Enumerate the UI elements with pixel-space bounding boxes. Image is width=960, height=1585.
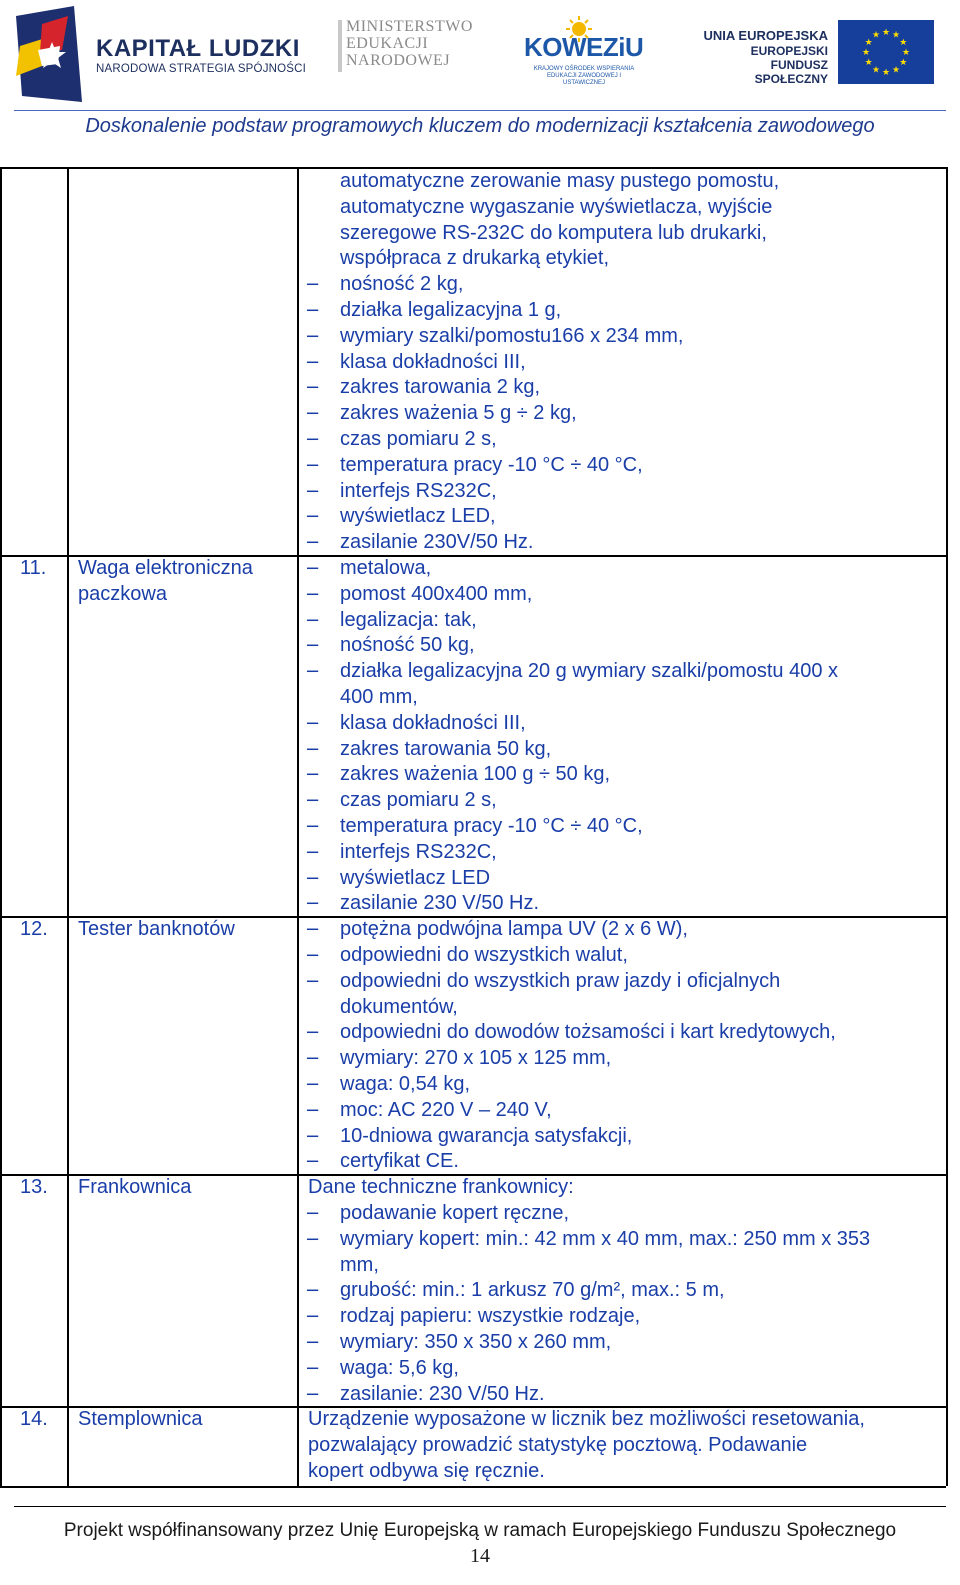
table-left-border — [0, 167, 2, 1486]
eu-star-icon: ★ — [871, 29, 881, 40]
spec-line: działka legalizacyjna 20 g wymiary szalki/pomostu 400 x — [340, 660, 839, 683]
spec-line: współpraca z drukarką etykiet, — [340, 247, 610, 270]
bullet-dash-icon: − — [305, 764, 321, 786]
eu-star-icon: ★ — [901, 47, 911, 57]
eu-line-1: UNIA EUROPEJSKA — [703, 28, 828, 43]
bullet-dash-icon: − — [305, 1048, 321, 1070]
spec-line: pomost 400x400 mm, — [340, 582, 533, 605]
table-top-border — [0, 167, 946, 169]
header-logos — [0, 0, 960, 110]
spec-line: szeregowe RS-232C do komputera lub drukarki, — [340, 221, 767, 244]
spec-line: automatyczne wygaszanie wyświetlacza, wyjście — [340, 195, 773, 218]
spec-line: wymiary: 270 x 105 x 125 mm, — [340, 1047, 612, 1070]
row-number: 14. — [20, 1408, 48, 1431]
table-row-border — [0, 1406, 946, 1408]
spec-line: kopert odbywa się ręcznie. — [308, 1460, 545, 1482]
bullet-dash-icon: − — [305, 351, 321, 373]
bullet-dash-icon: − — [305, 738, 321, 760]
spec-line: rodzaj papieru: wszystkie rodzaje, — [340, 1305, 641, 1328]
spec-line: działka legalizacyjna 1 g, — [340, 299, 562, 321]
spec-line: wymiary szalki/pomostu166 x 234 mm, — [340, 324, 684, 347]
row-item-name: paczkowa — [78, 582, 167, 605]
bullet-dash-icon: − — [305, 893, 321, 915]
kapital-ludzki-subtitle: NARODOWA STRATEGIA SPÓJNOŚCI — [96, 63, 307, 75]
eu-star-icon: ★ — [864, 57, 873, 67]
eu-flag-icon — [838, 20, 934, 84]
bullet-dash-icon: − — [305, 532, 321, 554]
spec-line: grubość: min.: 1 arkusz 70 g/m², max.: 5 m, — [340, 1279, 725, 1302]
bullet-dash-icon: − — [305, 454, 321, 476]
bullet-dash-icon: − — [305, 325, 321, 347]
spec-line: zasilanie: 230 V/50 Hz. — [340, 1382, 545, 1405]
table-column-border — [67, 167, 69, 1486]
bullet-dash-icon: − — [305, 1022, 321, 1044]
bullet-dash-icon: − — [305, 480, 321, 502]
page-subtitle: Doskonalenie podstaw programowych kluczem do modernizacji kształcenia zawodowego — [85, 115, 875, 137]
table-column-border — [297, 167, 299, 1486]
eu-star-icon: ★ — [864, 37, 873, 47]
spec-line: Dane techniczne frankownicy: — [308, 1176, 574, 1199]
bullet-dash-icon: − — [305, 1228, 321, 1250]
kapital-ludzki-logo — [12, 6, 92, 102]
row-item-name: Tester banknotów — [78, 918, 235, 941]
spec-line: nośność 50 kg, — [340, 634, 475, 657]
spec-line: temperatura pracy -10 °C ÷ 40 °C, — [340, 453, 643, 476]
table-bottom-border — [0, 1486, 946, 1488]
eu-line-2: EUROPEJSKI — [750, 44, 828, 58]
ministry-logo — [346, 18, 506, 69]
spec-line: metalowa, — [340, 557, 432, 579]
spec-line: wyświetlacz LED, — [340, 505, 496, 528]
bullet-dash-icon: − — [305, 661, 321, 683]
eu-star-icon: ★ — [891, 64, 901, 75]
spec-line: pozwalający prowadzić statystykę pocztową. Podawanie — [308, 1434, 808, 1457]
row-number: 11. — [20, 557, 47, 579]
spec-line: odpowiedni do dowodów tożsamości i kart kredytowych, — [340, 1021, 836, 1044]
bullet-dash-icon: − — [305, 919, 321, 941]
footer-rule — [14, 1506, 946, 1507]
spec-line: waga: 5,6 kg, — [340, 1356, 459, 1379]
bullet-dash-icon: − — [305, 712, 321, 734]
row-number: 13. — [20, 1176, 48, 1199]
bullet-dash-icon: − — [305, 790, 321, 812]
spec-line: klasa dokładności III, — [340, 711, 526, 734]
bullet-dash-icon: − — [305, 1203, 321, 1224]
ministry-bar — [338, 20, 342, 72]
spec-line: zakres tarowania 2 kg, — [340, 376, 541, 399]
bullet-dash-icon: − — [305, 867, 321, 889]
spec-line: moc: AC 220 V – 240 V, — [340, 1098, 552, 1121]
bullet-dash-icon: − — [305, 1332, 321, 1353]
bullet-dash-icon: − — [305, 583, 321, 605]
spec-line: waga: 0,54 kg, — [340, 1073, 471, 1095]
bullet-dash-icon: − — [305, 429, 321, 450]
bullet-dash-icon: − — [305, 1306, 321, 1328]
spec-line: interfejs RS232C, — [340, 479, 497, 502]
bullet-dash-icon: − — [305, 1125, 321, 1147]
bullet-dash-icon: − — [305, 1357, 321, 1379]
kowezu-subtitle: KRAJOWY OŚRODEK WSPIERANIA EDUKACJI ZAWODOWEJ I USTAWICZNEJ — [533, 66, 635, 86]
spec-line: dokumentów, — [340, 995, 458, 1018]
spec-line: klasa dokładności III, — [340, 350, 526, 373]
page-number: 14 — [470, 1545, 490, 1567]
row-item-name: Stemplownica — [78, 1408, 203, 1431]
kapital-ludzki-wordmark — [96, 36, 306, 76]
eu-star-icon: ★ — [899, 57, 908, 67]
row-number: 12. — [20, 918, 48, 941]
spec-line: interfejs RS232C, — [340, 840, 497, 863]
spec-line: nośność 2 kg, — [340, 273, 464, 296]
bullet-dash-icon: − — [305, 403, 321, 425]
eu-star-icon: ★ — [899, 37, 908, 47]
table-row-border — [0, 916, 946, 918]
bullet-dash-icon: − — [305, 506, 321, 528]
eu-text — [696, 28, 828, 86]
spec-line: wymiary: 350 x 350 x 260 mm, — [340, 1331, 612, 1353]
spec-line: zasilanie 230V/50 Hz. — [340, 531, 534, 554]
bullet-dash-icon: − — [305, 377, 321, 399]
kowezu-logo — [524, 14, 644, 84]
bullet-dash-icon: − — [305, 816, 321, 837]
spec-line: odpowiedni do wszystkich walut, — [340, 944, 628, 966]
spec-line: temperatura pracy -10 °C ÷ 40 °C, — [340, 815, 643, 837]
spec-line: 400 mm, — [340, 686, 418, 708]
row-item-name: Frankownica — [78, 1176, 192, 1199]
spec-line: certyfikat CE. — [340, 1150, 459, 1173]
bullet-dash-icon: − — [305, 1383, 321, 1405]
table-row-border — [0, 1174, 946, 1176]
spec-line: wymiary kopert: min.: 42 mm x 40 mm, max.: 250 mm x 353 — [340, 1227, 871, 1250]
spec-line: czas pomiaru 2 s, — [340, 789, 497, 812]
bullet-dash-icon: − — [305, 1280, 321, 1302]
kowezu-wordmark: KOWEZiU — [524, 32, 644, 62]
bullet-dash-icon: − — [305, 970, 321, 992]
ministry-line-2: EDUKACJI — [346, 35, 429, 52]
spec-line: podawanie kopert ręczne, — [340, 1202, 570, 1224]
bullet-dash-icon: − — [305, 274, 321, 296]
table-row-border — [0, 555, 946, 557]
spec-line: czas pomiaru 2 s, — [340, 428, 497, 450]
spec-line: zakres ważenia 100 g ÷ 50 kg, — [340, 763, 611, 786]
spec-line: Urządzenie wyposażone w licznik bez możliwości resetowania, — [308, 1408, 865, 1431]
spec-line: zakres tarowania 50 kg, — [340, 737, 552, 760]
spec-line: zakres ważenia 5 g ÷ 2 kg, — [340, 402, 577, 425]
header-rule — [14, 110, 946, 111]
spec-line: legalizacja: tak, — [340, 608, 477, 631]
eu-star-icon: ★ — [891, 29, 901, 40]
spec-line: potężna podwójna lampa UV (2 x 6 W), — [340, 918, 688, 941]
bullet-dash-icon: − — [305, 1074, 321, 1095]
ministry-line-3: NARODOWEJ — [346, 52, 451, 69]
eu-star-icon: ★ — [871, 64, 881, 75]
bullet-dash-icon: − — [305, 945, 321, 966]
bullet-dash-icon: − — [305, 1099, 321, 1121]
kapital-ludzki-title: KAPITAŁ LUDZKI — [96, 35, 300, 62]
spec-line: mm, — [340, 1253, 379, 1276]
spec-line: wyświetlacz LED — [340, 866, 491, 889]
bullet-dash-icon: − — [305, 558, 321, 579]
row-item-name: Waga elektroniczna — [78, 557, 253, 579]
eu-line-3: FUNDUSZ SPOŁECZNY — [754, 58, 828, 86]
spec-line: 10-dniowa gwarancja satysfakcji, — [340, 1124, 633, 1147]
bullet-dash-icon: − — [305, 635, 321, 657]
eu-star-icon: ★ — [881, 67, 891, 77]
spec-line: zasilanie 230 V/50 Hz. — [340, 892, 540, 915]
bullet-dash-icon: − — [305, 609, 321, 631]
bullet-dash-icon: − — [305, 300, 321, 321]
ministry-line-1: MINISTERSTWO — [346, 18, 473, 35]
table-right-border — [946, 167, 948, 1486]
footer-text: Projekt współfinansowany przez Unię Europejską w ramach Europejskiego Funduszu Społecznego — [63, 1520, 897, 1541]
bullet-dash-icon: − — [305, 841, 321, 863]
spec-line: automatyczne zerowanie masy pustego pomostu, — [340, 170, 780, 192]
spec-line: odpowiedni do wszystkich praw jazdy i oficjalnych — [340, 969, 781, 992]
bullet-dash-icon: − — [305, 1151, 321, 1173]
eu-star-icon: ★ — [881, 27, 891, 37]
eu-star-icon: ★ — [861, 47, 871, 57]
